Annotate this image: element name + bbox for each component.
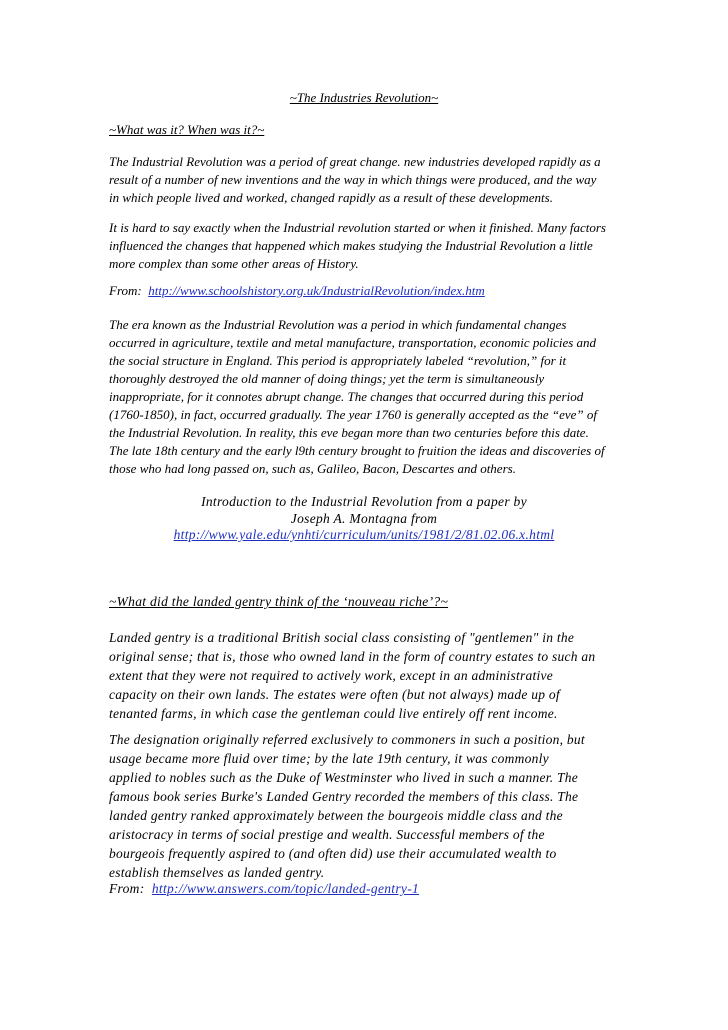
text-line: original sense; that is, those who owned land in the form of country estates to such an bbox=[109, 649, 596, 664]
text-line: The late 18th century and the early l9th century brought to fruition the ideas and discoveries of bbox=[109, 443, 605, 458]
text-line: inappropriate, for it connotes abrupt change. The changes that occurred during this period bbox=[109, 389, 584, 404]
text-line: (1760-1850), in fact, occurred gradually. The year 1760 is generally accepted as the “eve” of bbox=[109, 407, 598, 422]
text-line: those who had long passed on, such as, Galileo, Bacon, Descartes and others. bbox=[109, 461, 516, 476]
citation-line-1: Introduction to the Industrial Revolution from a paper by bbox=[201, 494, 527, 509]
page-title: ~The Industries Revolution~ bbox=[289, 90, 439, 105]
text-line: establish themselves as landed gentry. bbox=[109, 865, 325, 880]
section1-paragraph-1 bbox=[109, 153, 629, 207]
section1-heading: ~What was it? When was it?~ bbox=[109, 122, 265, 137]
schoolshistory-link[interactable]: http://www.schoolshistory.org.uk/IndustrialRevolution/index.htm bbox=[148, 283, 485, 298]
text-line: thoroughly destroyed the old manner of doing things; yet the term is simultaneously bbox=[109, 371, 545, 386]
text-line: bourgeois frequently aspired to (and often did) use their accumulated wealth to bbox=[109, 846, 557, 861]
text-line: Landed gentry is a traditional British social class consisting of "gentlemen" in the bbox=[109, 630, 575, 645]
section1-paragraph-2 bbox=[109, 219, 629, 273]
section2-paragraph-2 bbox=[109, 730, 629, 882]
section1-paragraph-3 bbox=[109, 316, 629, 478]
text-line: influenced the changes that happened which makes studying the Industrial Revolution a little bbox=[109, 238, 593, 253]
text-line: usage became more fluid over time; by the late 19th century, it was commonly bbox=[109, 751, 549, 766]
source-prefix: From: bbox=[109, 881, 145, 896]
text-line: occurred in agriculture, textile and metal manufacture, transportation, economic policies and bbox=[109, 335, 597, 350]
yale-link[interactable]: http://www.yale.edu/ynhti/curriculum/units/1981/2/81.02.06.x.html bbox=[173, 527, 555, 542]
text-line: the social structure in England. This period is appropriately labeled “revolution,” for it bbox=[109, 353, 567, 368]
text-line: landed gentry ranked approximately between the bourgeois middle class and the bbox=[109, 808, 563, 823]
text-line: The designation originally referred exclusively to commoners in such a position, but bbox=[109, 732, 585, 747]
text-line: tenanted farms, in which case the gentleman could live entirely off rent income. bbox=[109, 706, 558, 721]
source-prefix: From: bbox=[109, 283, 142, 298]
text-line: It is hard to say exactly when the Industrial revolution started or when it finished. Many factors bbox=[109, 220, 606, 235]
text-line: aristocracy in terms of social prestige and wealth. Successful members of the bbox=[109, 827, 545, 842]
text-line: The Industrial Revolution was a period of great change. new industries developed rapidly as a bbox=[109, 154, 601, 169]
citation-url-wrap bbox=[0, 527, 728, 543]
text-line: result of a number of new inventions and the way in which things were produced, and the way bbox=[109, 172, 597, 187]
text-line: capacity on their own lands. The estates were often (but not always) made up of bbox=[109, 687, 560, 702]
section1-source bbox=[109, 283, 485, 299]
citation-line-2: Joseph A. Montagna from bbox=[290, 511, 438, 526]
text-line: The era known as the Industrial Revolution was a period in which fundamental changes bbox=[109, 317, 567, 332]
text-line: applied to nobles such as the Duke of Westminster who lived in such a manner. The bbox=[109, 770, 578, 785]
text-line: the Industrial Revolution. In reality, this eve began more than two centuries before this date. bbox=[109, 425, 589, 440]
section2-source bbox=[109, 881, 419, 897]
text-line: more complex than some other areas of History. bbox=[109, 256, 359, 271]
text-line: extent that they were not required to actively work, except in an administrative bbox=[109, 668, 554, 683]
answers-link[interactable]: http://www.answers.com/topic/landed-gentry-1 bbox=[151, 881, 420, 896]
text-line: famous book series Burke's Landed Gentry recorded the members of this class. The bbox=[109, 789, 579, 804]
section2-paragraph-1 bbox=[109, 628, 629, 723]
text-line: in which people lived and worked, changed rapidly as a result of these developments. bbox=[109, 190, 553, 205]
section2-heading: ~What did the landed gentry think of the ‘nouveau riche’?~ bbox=[109, 594, 449, 609]
